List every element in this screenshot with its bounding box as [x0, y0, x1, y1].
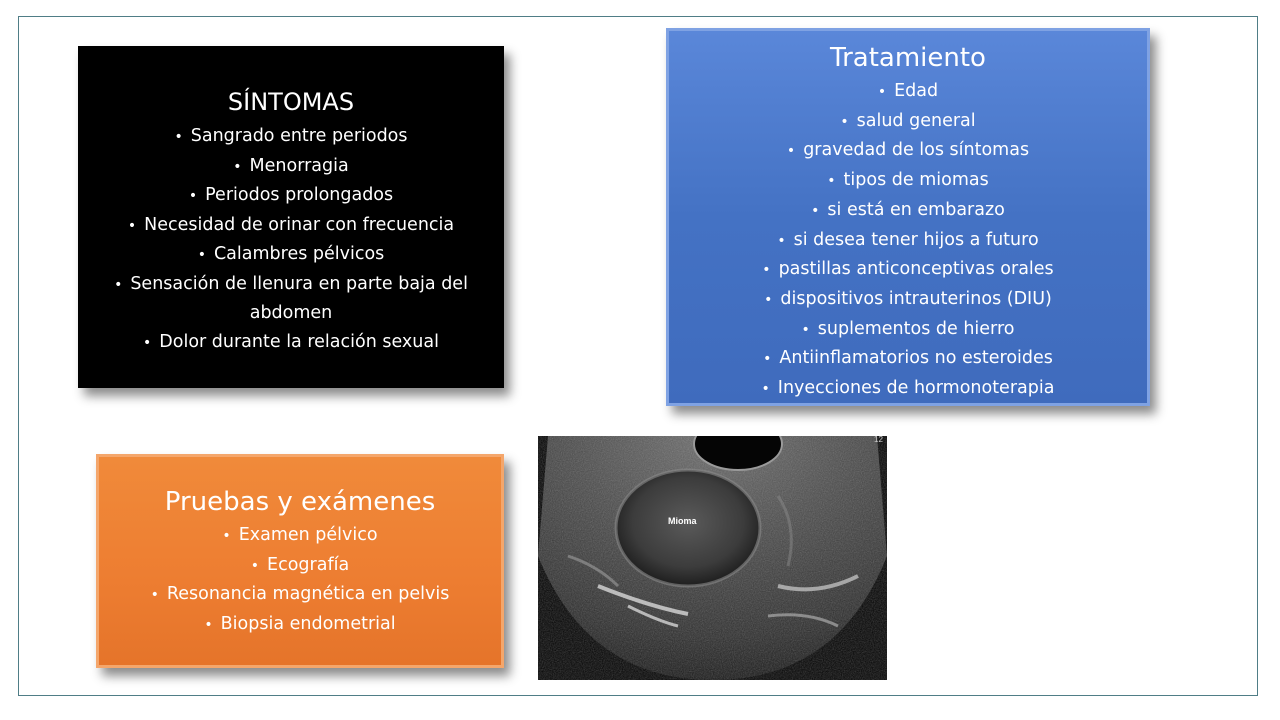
ultrasound-svg	[538, 436, 887, 680]
bullet-icon: •	[840, 113, 849, 130]
list-item: • Antiinflamatorios no esteroides	[763, 348, 1053, 369]
bullet-icon: •	[827, 173, 836, 190]
list-item: • gravedad de los síntomas	[786, 140, 1030, 161]
bullet-icon: •	[150, 587, 159, 604]
bullet-icon: •	[143, 334, 152, 351]
bullet-icon: •	[197, 247, 206, 263]
bullet-icon: •	[188, 188, 198, 204]
list-item: • Sangrado entre periodos	[174, 126, 408, 146]
tratamiento-title: Tratamiento	[830, 43, 986, 73]
list-item: • Sensación de llenura en parte baja del abdomen	[114, 273, 468, 323]
list-item: • Inyecciones de hormonoterapia	[761, 378, 1055, 399]
bullet-icon: •	[801, 321, 810, 338]
corner-mark: 12	[874, 436, 883, 444]
list-item: • Resonancia magnética en pelvis	[150, 584, 450, 605]
list-item: • Ecografía	[250, 554, 350, 575]
list-item: • Edad	[877, 81, 939, 101]
ultrasound-image	[538, 436, 887, 680]
list-item: • pastillas anticonceptivas orales	[762, 259, 1054, 280]
list-item: • suplementos de hierro	[801, 318, 1015, 339]
list-item: • dispositivos intrauterinos (DIU)	[764, 288, 1052, 309]
pruebas-title: Pruebas y exámenes	[164, 487, 436, 517]
mioma-label: Mioma	[668, 516, 697, 526]
list-item: • Periodos prolongados	[188, 185, 394, 205]
pruebas-box	[96, 454, 504, 668]
bullet-icon: •	[204, 617, 213, 634]
bullet-icon: •	[763, 351, 772, 368]
sintomas-title: SÍNTOMAS	[227, 88, 355, 116]
bullet-icon: •	[811, 202, 820, 219]
list-item: • salud general	[840, 110, 976, 131]
list-item: • Examen pélvico	[222, 525, 378, 545]
list-item: • si está en embarazo	[811, 199, 1005, 220]
bullet-icon: •	[764, 291, 773, 308]
tratamiento-box	[666, 28, 1150, 406]
sintomas-box	[78, 46, 504, 388]
bullet-icon: •	[250, 557, 260, 574]
bullet-icon: •	[127, 217, 137, 234]
list-item: • Calambres pélvicos	[197, 244, 385, 264]
list-item: • Menorragia	[233, 155, 349, 176]
bullet-icon: •	[114, 276, 123, 293]
bullet-icon: •	[786, 143, 796, 160]
list-item: • tipos de miomas	[827, 170, 989, 191]
list-item: • Dolor durante la relación sexual	[143, 331, 439, 352]
bullet-icon: •	[762, 262, 771, 279]
list-item: • Necesidad de orinar con frecuencia	[127, 214, 455, 235]
list-item: • si desea tener hijos a futuro	[777, 229, 1039, 250]
bullet-icon: •	[222, 528, 231, 544]
bullet-icon: •	[174, 129, 183, 145]
sintomas-list	[78, 122, 504, 357]
list-item: • Biopsia endometrial	[204, 614, 396, 635]
bullet-icon: •	[233, 158, 242, 175]
bullet-icon: •	[761, 381, 770, 398]
mioma-mass	[616, 470, 760, 586]
pruebas-list	[99, 521, 501, 640]
bullet-icon: •	[777, 232, 786, 249]
bullet-icon: •	[877, 84, 887, 100]
tratamiento-list	[669, 77, 1147, 404]
